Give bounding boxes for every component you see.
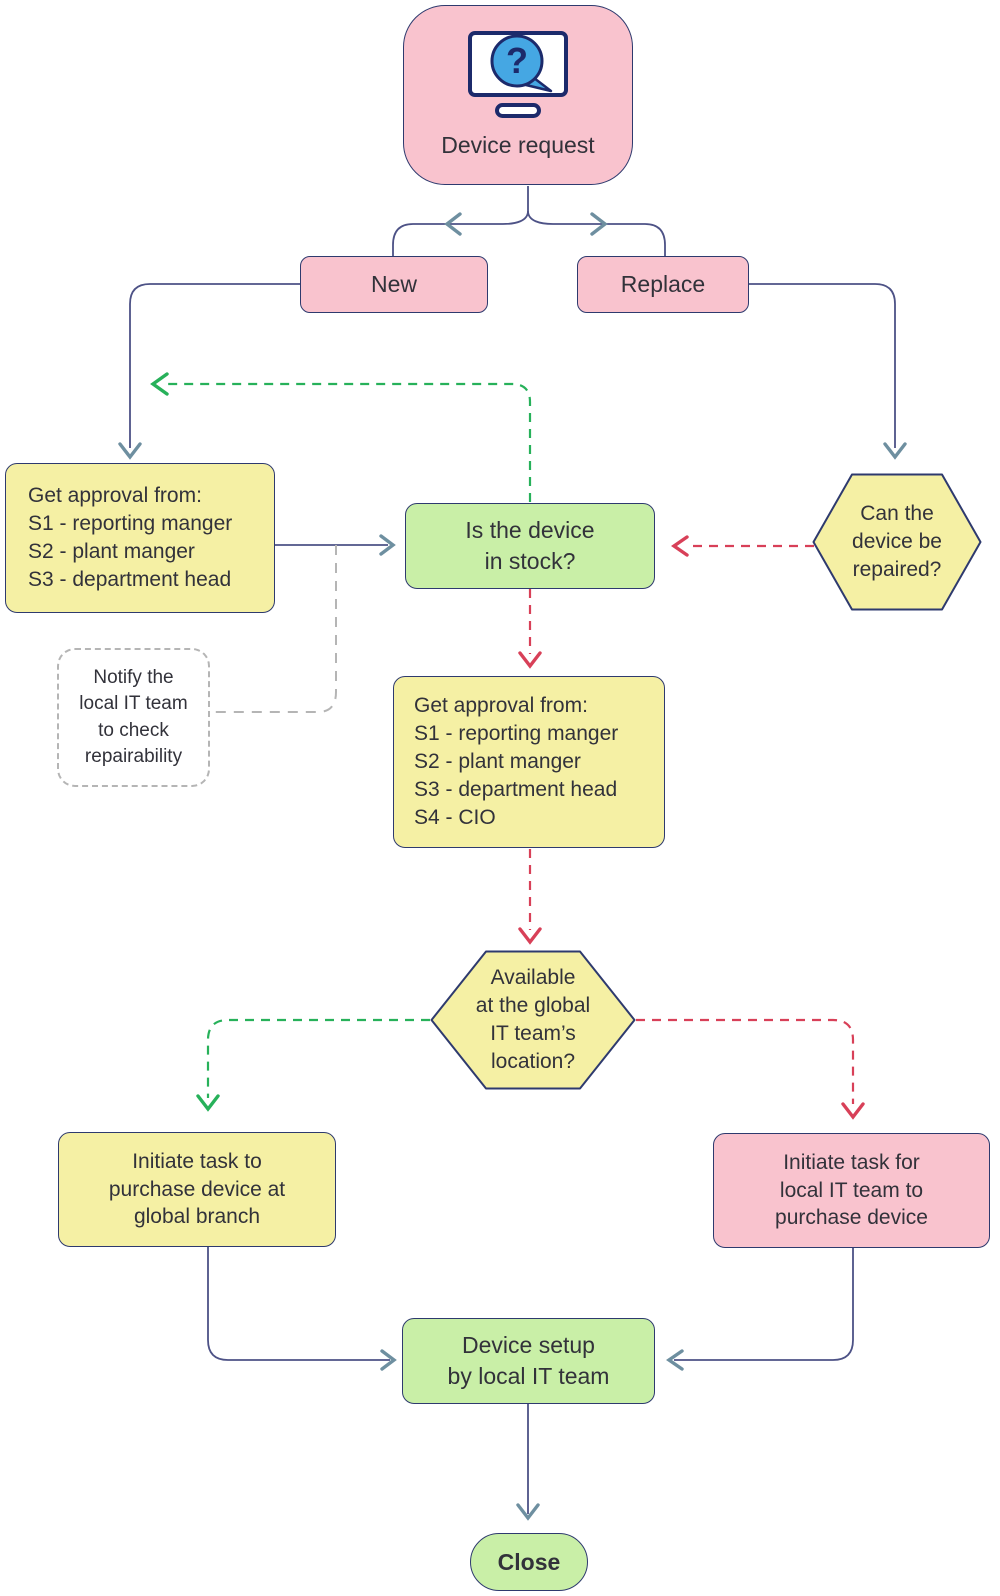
approval2-line: Get approval from: [414,694,588,718]
approval2-line: S2 - plant manger [414,750,581,774]
available-line: Available [490,966,576,990]
connector-global-to-setup [208,1247,390,1360]
arrow-left-icon [674,537,687,555]
notify-line: local IT team [79,693,188,715]
available-line: location? [490,1049,576,1073]
purchase-local-line: Initiate task for [783,1150,920,1174]
available-line: IT team’s [490,1022,576,1045]
connector-available-yes [208,1020,430,1098]
setup-node [402,1318,655,1404]
notify-line: to check [98,719,169,741]
available-node [430,950,636,1090]
branch-replace-node [577,256,749,313]
purchase-local-line: local IT team to [779,1178,924,1202]
device-request-label: Device request [441,131,595,158]
approval1-line: S1 - reporting manger [28,512,233,536]
monitor-question-icon [458,30,578,120]
svg-text:?: ? [506,39,528,81]
branch-new-node [300,256,488,313]
stock-line: Is the device [465,517,595,544]
approval2-line: S3 - department head [414,777,618,801]
approval2-line: S1 - reporting manger [414,722,619,746]
connector-new-to-approval1 [130,284,300,448]
arrow-down-icon [520,929,540,942]
arrow-left-icon [153,374,167,394]
repair-line: Can the [860,502,934,526]
branch-replace-label: Replace [620,271,706,298]
purchase-local-node [713,1133,990,1248]
notify-line: Notify the [93,667,174,689]
approval1-node [5,463,275,613]
stock-node [405,503,655,589]
close-node [470,1533,588,1591]
available-line: at the global [475,994,591,1018]
stock-line: in stock? [484,548,576,574]
connector-local-to-setup [674,1248,853,1360]
approval1-line: Get approval from: [28,484,202,508]
approval2-line: S4 - CIO [414,805,496,829]
purchase-global-line: Initiate task to [132,1149,262,1173]
arrow-down-icon [843,1104,863,1117]
approval2-node [393,676,665,848]
notify-line: repairability [84,745,183,767]
branch-new-label: New [370,271,417,298]
setup-line: by local IT team [447,1363,610,1389]
close-label: Close [497,1548,561,1575]
approval1-line: S2 - plant manger [28,540,195,563]
repair-line: repaired? [852,557,942,581]
repair-line: device be [852,530,942,554]
purchase-local-line: purchase device [775,1206,928,1230]
notify-node [57,648,210,787]
purchase-global-node [58,1132,336,1247]
setup-line: Device setup [462,1332,595,1359]
purchase-global-line: purchase device at [108,1177,286,1201]
connector-available-no [636,1020,853,1104]
approval1-line: S3 - department head [28,567,232,591]
device-request-node [403,5,633,185]
repair-node [812,473,982,611]
connector-replace-to-repair [749,284,895,448]
purchase-global-line: global branch [133,1205,261,1229]
arrow-down-icon [520,653,540,666]
